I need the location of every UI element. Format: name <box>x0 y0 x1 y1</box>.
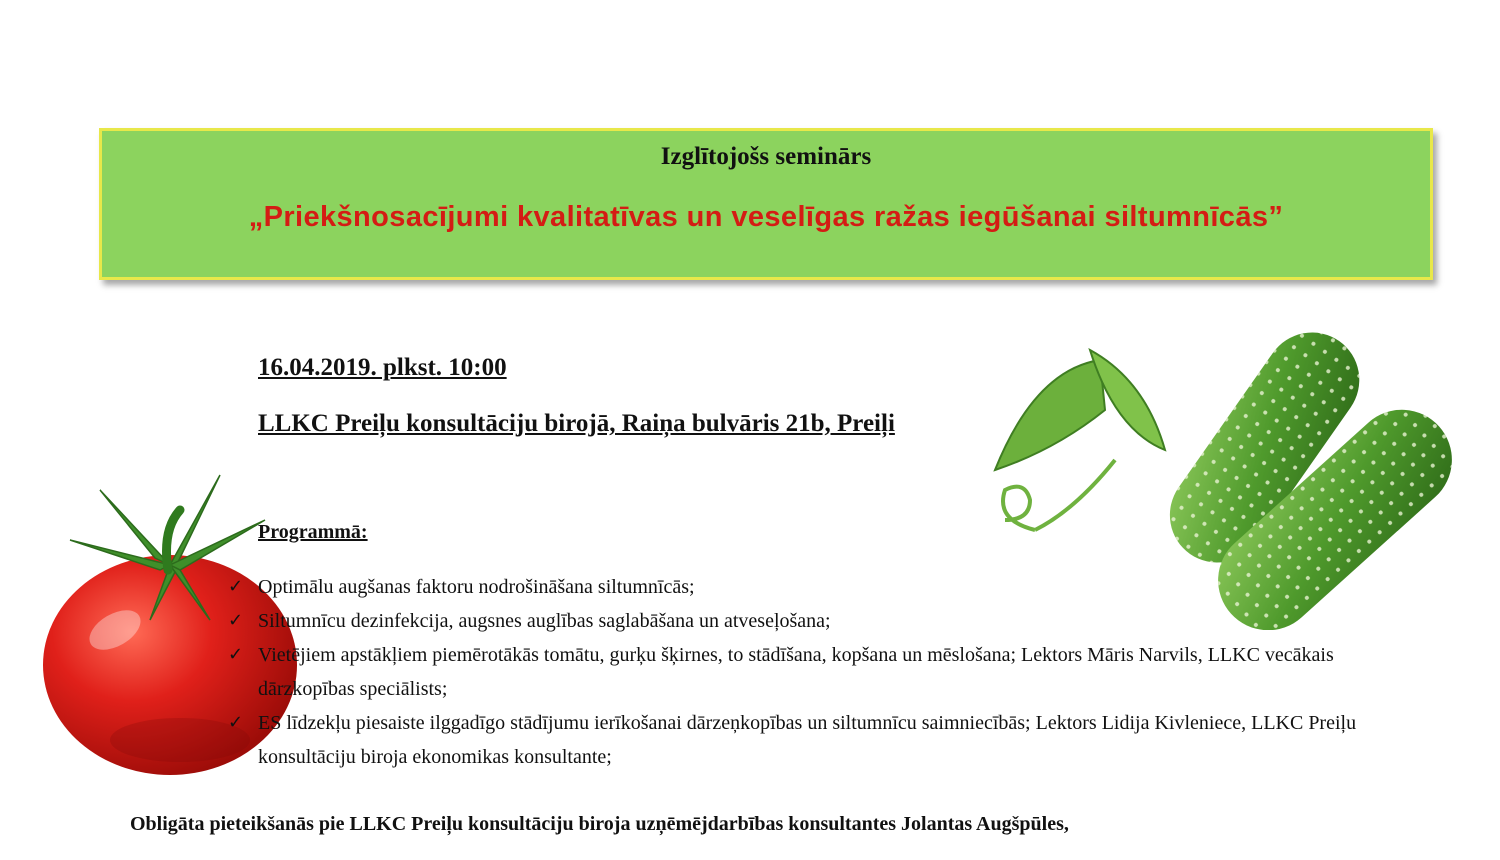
program-heading: Programmā: <box>258 521 368 543</box>
program-item-text: Optimālu augšanas faktoru nodrošināšana siltumnīcās; <box>258 576 695 598</box>
seminar-title: „Priekšnosacījumi kvalitatīvas un veselīgas ražas iegūšanai siltumnīcās” <box>248 201 1284 233</box>
registration-note: Obligāta pieteikšanās pie LLKC Preiļu konsultāciju biroja uzņēmējdarbības konsultantes Jolantas Augšpūles, <box>130 813 1069 835</box>
program-item <box>228 706 1378 774</box>
program-item <box>228 604 1378 638</box>
program-item <box>228 570 1378 604</box>
event-date-time: 16.04.2019. plkst. 10:00 <box>258 354 507 381</box>
checkmark-icon: ✓ <box>228 610 244 631</box>
program-item-text: ES līdzekļu piesaiste ilggadīgo stādījumu ierīkošanai dārzeņkopības un siltumnīcu saimniecībās; Lektors Lidija Kivleniece, LLKC Preiļu konsultāciju biroja ekonomikas konsultante; <box>258 712 1357 768</box>
checkmark-icon: ✓ <box>228 576 244 597</box>
program-item-text: Siltumnīcu dezinfekcija, augsnes auglības saglabāšana un atveseļošana; <box>258 610 831 632</box>
title-banner <box>99 128 1433 280</box>
event-location: LLKC Preiļu konsultāciju birojā, Raiņa bulvāris 21b, Preiļi <box>258 410 895 437</box>
checkmark-icon: ✓ <box>228 644 244 665</box>
seminar-subtitle: Izglītojošs seminārs <box>660 143 872 170</box>
program-item <box>228 638 1378 706</box>
program-list <box>228 570 1378 774</box>
program-item-text: Vietējiem apstākļiem piemērotākās tomātu, gurķu šķirnes, to stādīšana, kopšana un mēslošana; Lektors Māris Narvils, LLKC vecākais dārzkopības speciālists; <box>258 644 1334 700</box>
checkmark-icon: ✓ <box>228 712 244 733</box>
